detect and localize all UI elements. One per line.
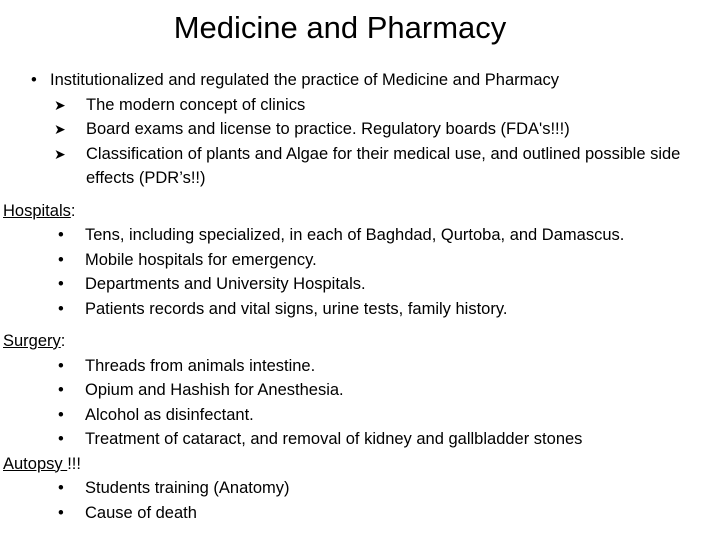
bullet-icon: • bbox=[58, 503, 64, 522]
hospitals-heading-label: Hospitals bbox=[3, 201, 71, 220]
autopsy-heading: Autopsy !!! bbox=[3, 454, 81, 473]
hospitals-item: • Departments and University Hospitals. bbox=[31, 272, 711, 297]
autopsy-item: • Cause of death bbox=[31, 501, 711, 526]
bullet-icon: • bbox=[58, 275, 64, 293]
bullet-icon: • bbox=[58, 479, 64, 497]
bullet-icon: • bbox=[58, 226, 64, 244]
intro-subitem: ➤ Board exams and license to practice. Regulatory boards (FDA's!!!) bbox=[31, 117, 711, 142]
surgery-item: • Threads from animals intestine. bbox=[31, 354, 711, 379]
bullet-icon: • bbox=[58, 405, 64, 424]
hospitals-heading: Hospitals: bbox=[3, 201, 76, 220]
intro-text: Institutionalized and regulated the practice of Medicine and Pharmacy bbox=[50, 71, 560, 89]
bullet-icon: • bbox=[31, 71, 37, 89]
arrow-bullet-icon: ➤ bbox=[54, 121, 66, 137]
hospitals-item: • Patients records and vital signs, urine tests, family history. bbox=[31, 297, 711, 322]
autopsy-item: • Students training (Anatomy) bbox=[31, 476, 711, 501]
surgery-heading-label: Surgery bbox=[3, 332, 61, 350]
intro-subitem: ➤ The modern concept of clinics bbox=[31, 93, 711, 118]
bullet-icon: • bbox=[58, 250, 64, 269]
surgery-heading: Surgery: bbox=[3, 332, 66, 350]
slide-title: Medicine and Pharmacy bbox=[173, 10, 507, 45]
arrow-bullet-icon: ➤ bbox=[54, 145, 66, 162]
bullet-icon: • bbox=[58, 381, 64, 399]
arrow-bullet-icon: ➤ bbox=[54, 96, 66, 113]
bullet-icon: • bbox=[58, 299, 64, 318]
intro-bullet bbox=[31, 68, 711, 93]
hospitals-item: • Mobile hospitals for emergency. bbox=[31, 248, 711, 273]
surgery-item: • Opium and Hashish for Anesthesia. bbox=[31, 378, 711, 403]
slide-body bbox=[3, 68, 711, 525]
hospitals-item: • Tens, including specialized, in each of Baghdad, Qurtoba, and Damascus. bbox=[31, 223, 711, 248]
bullet-icon: • bbox=[58, 430, 64, 448]
autopsy-heading-label: Autopsy bbox=[3, 454, 68, 473]
surgery-item: • Alcohol as disinfectant. bbox=[31, 403, 711, 428]
surgery-item: • Treatment of cataract, and removal of kidney and gallbladder stones bbox=[31, 427, 711, 452]
intro-subitem: ➤ Classification of plants and Algae for their medical use, and outlined possible side effects (PDR’s!!) bbox=[31, 142, 711, 191]
bullet-icon: • bbox=[58, 356, 64, 375]
